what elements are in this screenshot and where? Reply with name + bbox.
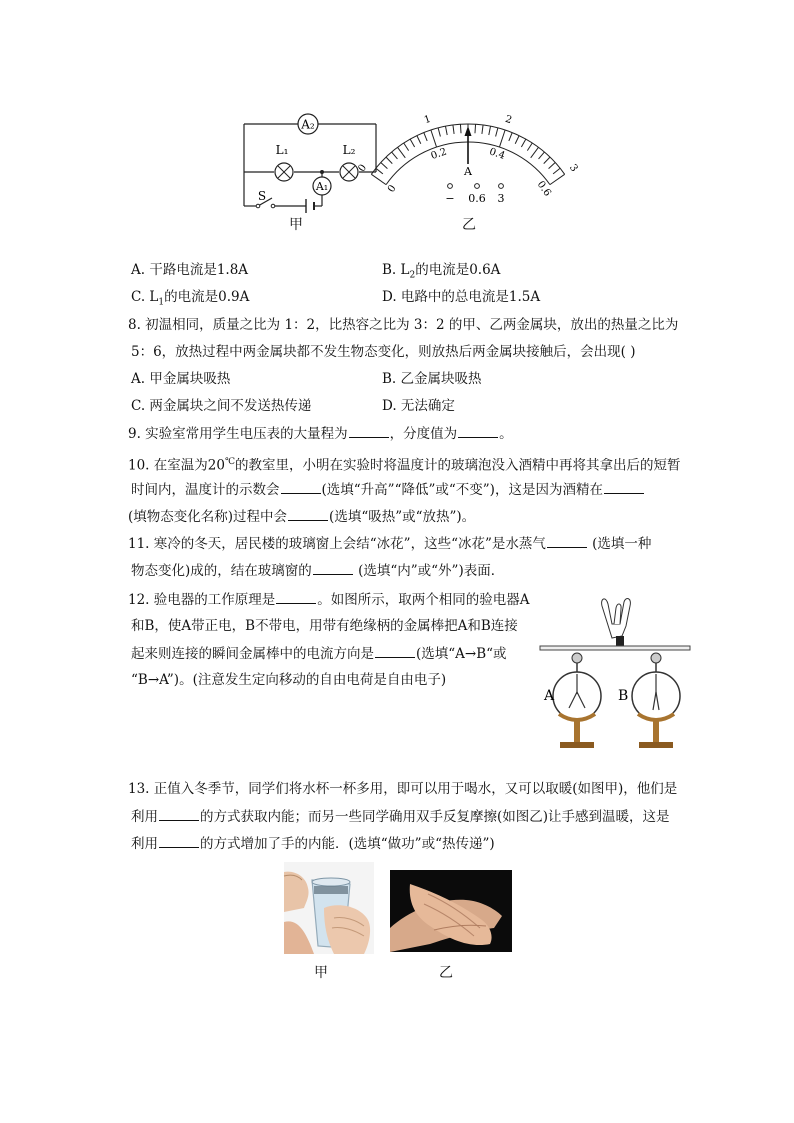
photo-rubbing-hands — [390, 870, 512, 952]
photo-right-caption: 乙 — [439, 965, 453, 981]
terminal-3: 3 — [497, 192, 505, 205]
label-l2: L₂ — [342, 143, 356, 157]
q12-line1: 12. 验电器的工作原理是 。如图所示，取两个相同的验电器A — [128, 592, 530, 608]
q12-blank-2[interactable] — [375, 644, 415, 658]
q8-stem-line2: 5：6，放热过程中两金属块都不发生物态变化，则放热后两金属块接触后，会出现( ) — [131, 344, 636, 360]
scale-outer-1: 1 — [422, 113, 433, 127]
electroscope-label-b: B — [618, 688, 629, 704]
electroscope-label-a: A — [544, 688, 555, 704]
scale-outer-3: 3 — [566, 162, 580, 175]
electroscope-b — [632, 653, 680, 748]
ammeter-dial — [356, 92, 580, 210]
scale-inner-0: 0 — [385, 183, 399, 195]
terminal-neg: − — [445, 192, 455, 205]
q11-blank-1[interactable] — [547, 534, 587, 548]
circuit-diagram — [236, 110, 384, 215]
q12-line3: 起来则连接的瞬间金属棒中的电流方向是 (选填“A→B“或 — [131, 646, 507, 662]
electroscope-a — [553, 653, 601, 748]
scale-inner-2: 0.4 — [487, 146, 507, 162]
meter-unit: A — [464, 165, 472, 178]
terminal-06: 0.6 — [468, 192, 486, 205]
q11-blank-2[interactable] — [313, 561, 353, 575]
q13-blank-1[interactable] — [159, 807, 199, 821]
meter-caption: 乙 — [462, 217, 476, 233]
q10-blank-2[interactable] — [604, 480, 644, 494]
q13-blank-2[interactable] — [159, 834, 199, 848]
q9-blank-2[interactable] — [458, 424, 498, 438]
q10-blank-3[interactable] — [288, 507, 328, 521]
q8-option-a: A. 甲金属块吸热 — [131, 371, 231, 387]
scale-inner-1: 0.2 — [429, 146, 449, 162]
q10-line1: 10. 在室温为20℃的教室里，小明在实验时将温度计的玻璃泡没入酒精中再将其拿出后的短暂 — [128, 457, 681, 474]
metal-rod — [540, 646, 690, 650]
q7-option-b: B. $L_2$的电流是0.6A — [382, 262, 501, 281]
circuit-caption: 甲 — [289, 217, 303, 233]
q12-line4: “B→A”)。(注意发生定向移动的自由电荷是自由电子) — [131, 672, 447, 688]
q13-line2: 利用 的方式获取内能；而另一些同学确用双手反复摩擦(如图乙)让手感到温暖，这是 — [131, 809, 670, 825]
q9-stem: 9. 实验室常用学生电压表的大量程为 ，分度值为 。 — [128, 426, 513, 442]
q7-option-d: D. 电路中的总电流是1.5A — [382, 289, 541, 305]
q8-option-d: D. 无法确定 — [382, 398, 455, 414]
q7-option-c: C. $L_1$的电流是0.9A — [131, 289, 250, 308]
electroscope-figure — [532, 594, 698, 756]
q12-blank-1[interactable] — [276, 590, 316, 604]
q9-blank-1[interactable] — [349, 424, 389, 438]
label-l1: L₁ — [275, 143, 289, 157]
q11-line1: 11. 寒冷的冬天，居民楼的玻璃窗上会结“冰花”，这些“冰花”是水蒸气 (选填一种 — [128, 536, 652, 552]
q8-option-b: B. 乙金属块吸热 — [382, 371, 482, 387]
scale-outer-2: 2 — [503, 113, 514, 127]
q8-stem-line1: 8. 初温相同，质量之比为 1：2，比热容之比为 3：2 的甲、乙两金属块，放出的热量之比为 — [128, 317, 679, 333]
q12-line2: 和B，使A带正电，B不带电，用带有绝缘柄的金属棒把A和B连接 — [131, 618, 518, 634]
label-switch: S — [257, 189, 267, 203]
q13-line3: 利用 的方式增加了手的内能．(选填“做功”或“热传递”) — [131, 836, 495, 852]
q13-line1: 13. 正值入冬季节，同学们将水杯一杯多用，即可以用于喝水，又可以取暖(如图甲)，他们是 — [128, 781, 678, 797]
q7-option-a: A. 干路电流是1.8A — [131, 262, 249, 278]
q8-option-c: C. 两金属块之间不发送热传递 — [131, 398, 312, 414]
scale-inner-3: 0.6 — [534, 179, 553, 199]
q11-line2: 物态变化)成的，结在玻璃窗的 (选填“内”或“外”)表面． — [131, 563, 505, 579]
scale-outer-0: 0 — [356, 162, 370, 175]
label-a2: A₂ — [301, 117, 315, 132]
hand-icon — [602, 599, 631, 638]
q10-line3: (填物态变化名称)过程中会 (选填“吸热”或“放热”)。 — [128, 509, 476, 525]
photo-left-caption: 甲 — [314, 965, 328, 981]
photo-drinking — [284, 862, 374, 954]
q10-line2: 时间内，温度计的示数会 (选填“升高”“降低”或“不变”)，这是因为酒精在 — [131, 480, 645, 499]
q10-blank-1[interactable] — [281, 480, 321, 494]
label-a1: A₁ — [315, 180, 329, 193]
